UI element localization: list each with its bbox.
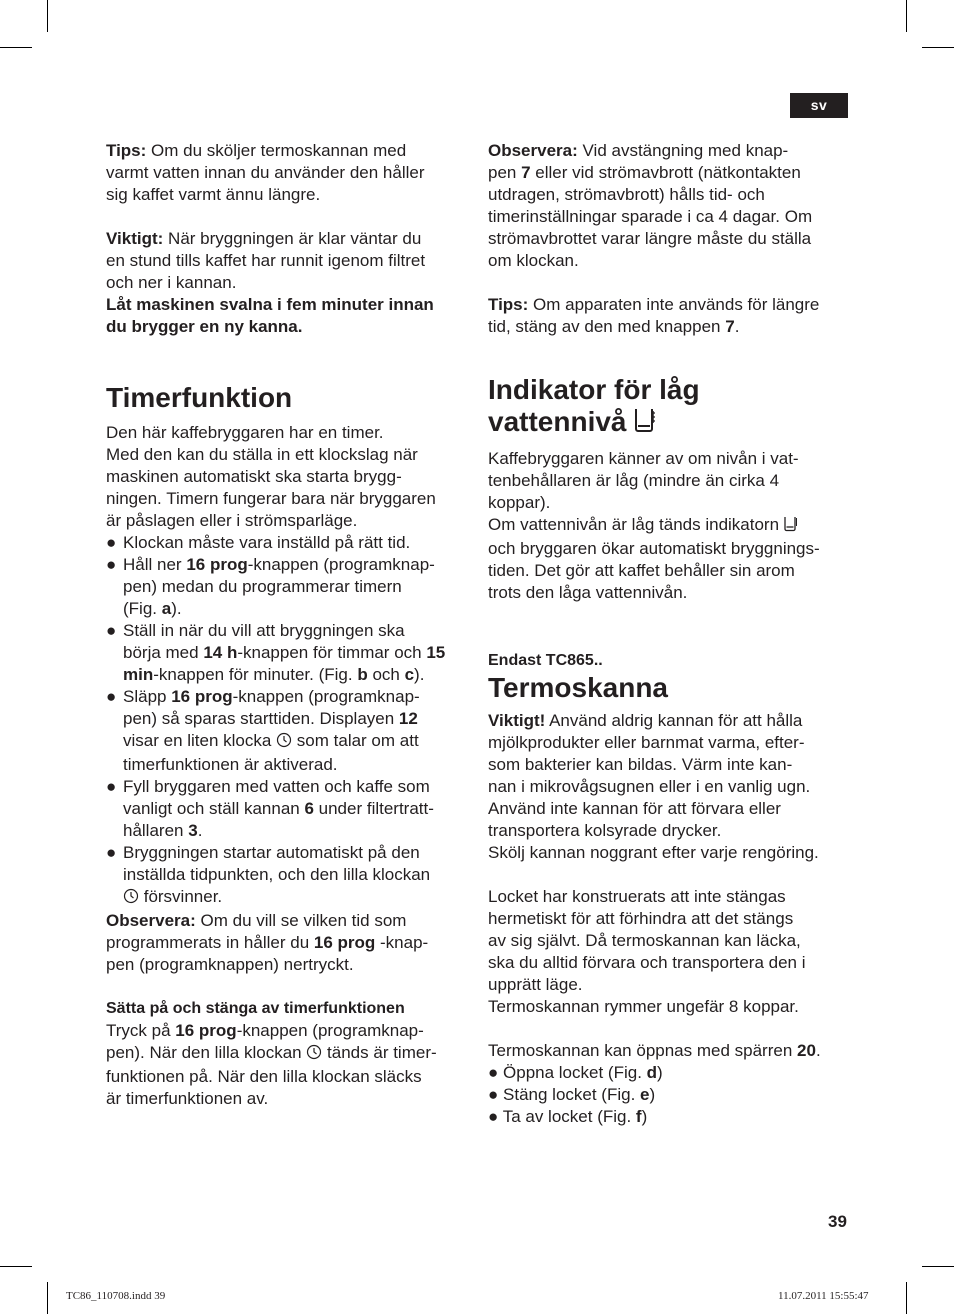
text-line: Den här kaffebryggaren har en timer. <box>106 423 384 442</box>
tips-paragraph: Tips: Om du sköljer termoskannan med <box>106 141 407 160</box>
right-column <box>488 140 850 1128</box>
bullet-dot: ● <box>106 555 117 574</box>
clock-icon <box>306 1044 322 1066</box>
text-line: strömavbrottet varar längre måste du ställa <box>488 229 812 248</box>
heading-termoskanna: Termoskanna <box>488 672 668 703</box>
bullet-dot: ● <box>106 687 117 706</box>
water-level-icon <box>634 407 656 440</box>
list-item: ● Släpp 16 prog-knappen (programknap- pen) så sparas starttiden. Displayen 12 visar en liten klocka som talar om att timerfunktionen är aktiverad. <box>106 687 420 774</box>
footer-timestamp: 11.07.2011 15:55:47 <box>778 1290 869 1302</box>
text-line: pen). När den lilla klockan tänds är timer- <box>106 1042 468 1066</box>
cooldown-warning: Låt maskinen svalna i fem minuter innan <box>106 295 434 314</box>
list-item: ● Stäng locket (Fig. e) <box>488 1085 656 1104</box>
text-line: varmt vatten innan du använder den håller <box>106 163 425 182</box>
heading-low-water-indicator: Indikator för låg vattennivå <box>488 374 850 440</box>
text-line: och ner i kannan. <box>106 273 237 292</box>
text-line: Termoskannan rymmer ungefär 8 koppar. <box>488 997 799 1016</box>
text-line: Med den kan du ställa in ett klockslag när <box>106 445 418 464</box>
text-line: nan i mikrovågsugnen eller i en vanlig ugn. <box>488 777 811 796</box>
clock-icon <box>123 888 139 910</box>
crop-mark <box>922 47 954 48</box>
clock-icon <box>276 732 292 754</box>
crop-mark <box>906 1282 907 1314</box>
crop-mark <box>0 47 32 48</box>
crop-mark <box>47 1282 48 1314</box>
bullet-dot: ● <box>106 533 117 552</box>
viktigt-paragraph: Viktigt! Använd aldrig kannan för att hålla <box>488 711 803 730</box>
subheading-timer-onoff: Sätta på och stänga av timerfunktionen <box>106 1000 405 1017</box>
list-item: ● Bryggningen startar automatiskt på den inställda tidpunkten, och den lilla klockan försvinner. <box>106 842 468 910</box>
list-item: ● Klockan måste vara inställd på rätt tid. <box>106 533 411 552</box>
list-item: ● Fyll bryggaren med vatten och kaffe som vanligt och ställ kannan 6 under filtertratt- hållaren 3. <box>106 777 434 840</box>
text-line: tiden. Det gör att kaffet behåller sin arom <box>488 561 795 580</box>
bullet-dot: ● <box>488 1085 499 1104</box>
list-item: ● Ta av locket (Fig. f) <box>488 1107 648 1126</box>
text-line: funktionen på. När den lilla klockan släcks <box>106 1067 422 1086</box>
text-line: om klockan. <box>488 251 579 270</box>
text-line: tenbehållaren är låg (mindre än cirka 4 <box>488 471 780 490</box>
heading-timerfunktion: Timerfunktion <box>106 382 293 413</box>
text-line: upprätt läge. <box>488 975 583 994</box>
text-line: maskinen automatiskt ska starta brygg- <box>106 467 402 486</box>
observera-paragraph: Observera: Om du vill se vilken tid som <box>106 911 407 930</box>
list-item: ● Öppna locket (Fig. d) <box>488 1063 663 1082</box>
text-line: transportera kolsyrade drycker. <box>488 821 722 840</box>
text-line: Om vattennivån är låg tänds indikatorn <box>488 514 850 538</box>
language-tab: sv <box>790 93 848 118</box>
bullet-dot: ● <box>106 777 117 796</box>
footer-file-info: TC86_110708.indd 39 <box>66 1290 166 1302</box>
list-item: ● Håll ner 16 prog-knappen (programknap- pen) medan du programmerar timern (Fig. a). <box>106 555 435 618</box>
text-line: trots den låga vattennivån. <box>488 583 688 602</box>
text-line: Termoskannan kan öppnas med spärren 20. <box>488 1041 821 1060</box>
text-line: Kaffebryggaren känner av om nivån i vat- <box>488 449 799 468</box>
crop-mark <box>922 1266 954 1267</box>
text-line: koppar). <box>488 493 551 512</box>
water-level-icon <box>784 516 798 538</box>
text-line: timerinställningar sparade i ca 4 dagar. Om <box>488 207 813 226</box>
text-line: Tryck på 16 prog-knappen (programknap- <box>106 1021 424 1040</box>
text-line: är påslagen eller i strömsparläge. <box>106 511 358 530</box>
text-line: och bryggaren ökar automatiskt bryggnings- <box>488 539 820 558</box>
list-item: ● Ställ in när du vill att bryggningen ska börja med 14 h-knappen för timmar och 15 min-knappen för minuter. (Fig. b och c). <box>106 621 446 684</box>
crop-mark <box>47 0 48 32</box>
crop-mark <box>906 0 907 32</box>
observera-paragraph: Observera: Vid avstängning med knap- <box>488 141 789 160</box>
viktigt-paragraph: Viktigt: När bryggningen är klar väntar du <box>106 229 422 248</box>
text-line: tid, stäng av den med knappen 7. <box>488 317 740 336</box>
crop-mark <box>0 1266 32 1267</box>
text-line: pen (programknappen) nertryckt. <box>106 955 354 974</box>
bullet-dot: ● <box>106 843 117 862</box>
text-line: hermetiskt för att förhindra att det stängs <box>488 909 794 928</box>
text-line: du brygger en ny kanna. <box>106 317 303 336</box>
bullet-dot: ● <box>106 621 117 640</box>
text-line: ska du alltid förvara och transportera den i <box>488 953 806 972</box>
text-line: programmerats in håller du 16 prog -knap- <box>106 933 429 952</box>
text-line: ningen. Timern fungerar bara när bryggaren <box>106 489 436 508</box>
text-line: Locket har konstruerats att inte stängas <box>488 887 786 906</box>
text-line: är timerfunktionen av. <box>106 1089 269 1108</box>
model-note: Endast TC865.. <box>488 652 603 669</box>
tips-paragraph: Tips: Om apparaten inte används för längre <box>488 295 820 314</box>
text-line: som bakterier kan bildas. Värm inte kan- <box>488 755 793 774</box>
text-line: en stund tills kaffet har runnit igenom filtret <box>106 251 426 270</box>
text-line: mjölkprodukter eller barnmat varma, efter- <box>488 733 805 752</box>
text-line: sig kaffet varmt ännu längre. <box>106 185 321 204</box>
bullet-dot: ● <box>488 1063 499 1082</box>
text-line: av sig självt. Då termoskannan kan läcka, <box>488 931 801 950</box>
text-line: pen 7 eller vid strömavbrott (nätkontakten <box>488 163 801 182</box>
text-line: utdragen, strömavbrott) hålls tid- och <box>488 185 765 204</box>
text-line: Använd inte kannan för att förvara eller <box>488 799 781 818</box>
page-number: 39 <box>828 1212 847 1231</box>
text-line: Skölj kannan noggrant efter varje rengöring. <box>488 843 819 862</box>
left-column <box>106 140 468 1110</box>
bullet-dot: ● <box>488 1107 499 1126</box>
